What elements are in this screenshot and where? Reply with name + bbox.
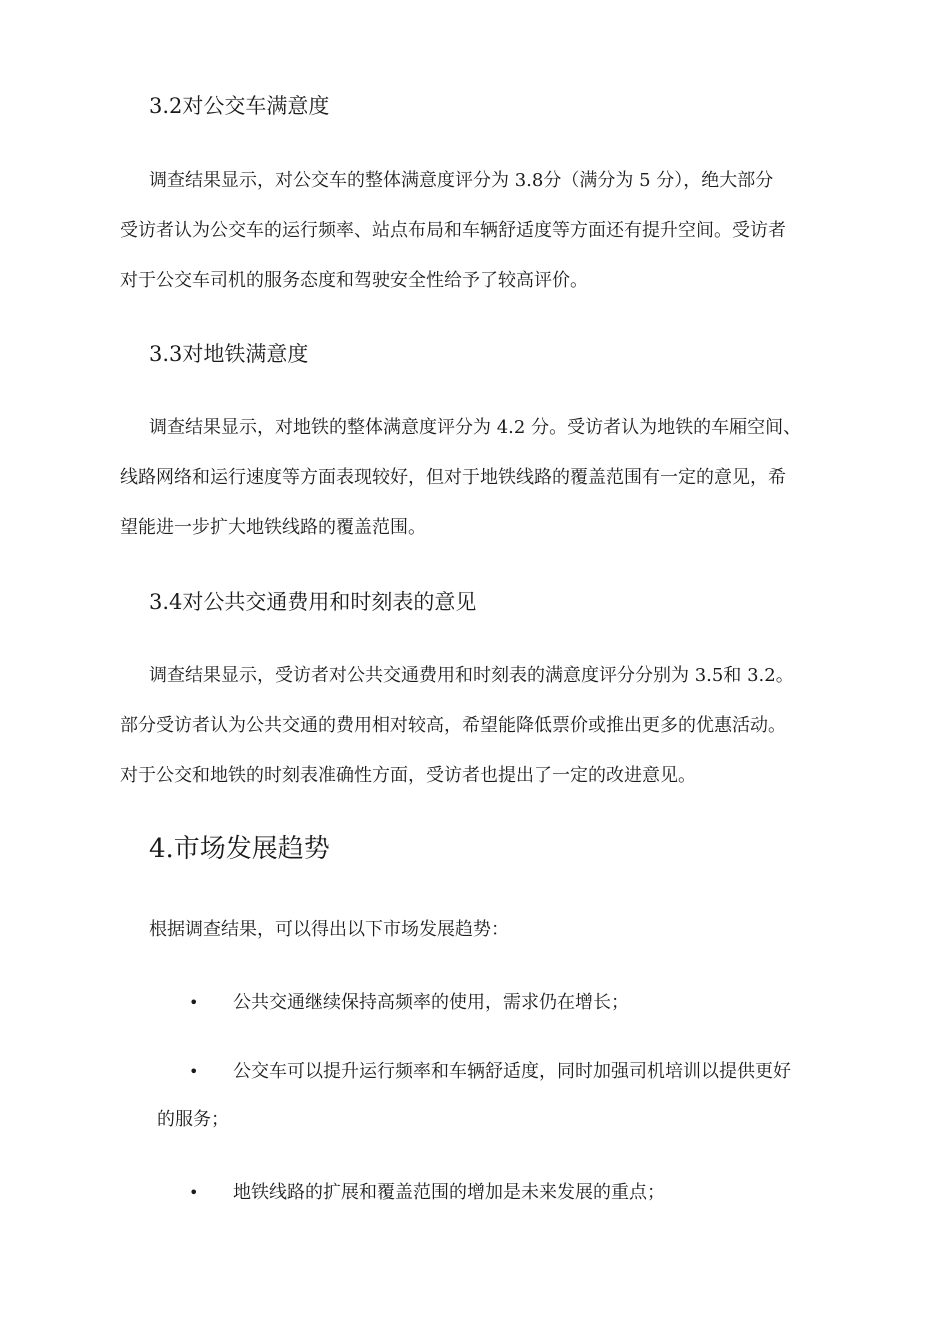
section-heading-3-4: 3.4对公共交通费用和时刻表的意见 bbox=[149, 590, 477, 614]
bullet-icon: • bbox=[189, 1183, 199, 1202]
paragraph-line: 对于公交车司机的服务态度和驾驶安全性给予了较高评价。 bbox=[120, 270, 588, 291]
paragraph-line: 部分受访者认为公共交通的费用相对较高，希望能降低票价或推出更多的优惠活动。 bbox=[120, 715, 786, 736]
paragraph-line: 望能进一步扩大地铁线路的覆盖范围。 bbox=[120, 517, 426, 538]
section-heading-4: 4.市场发展趋势 bbox=[149, 834, 330, 864]
paragraph-line: 调查结果显示，受访者对公共交通费用和时刻表的满意度评分分别为 3.5和 3.2。 bbox=[149, 665, 794, 686]
section-intro: 根据调查结果，可以得出以下市场发展趋势： bbox=[149, 919, 509, 940]
section-heading-3-2: 3.2对公交车满意度 bbox=[149, 94, 330, 118]
section-heading-3-3: 3.3对地铁满意度 bbox=[149, 342, 309, 366]
bullet-icon: • bbox=[189, 1062, 199, 1081]
bullet-icon: • bbox=[189, 993, 199, 1012]
paragraph-line: 调查结果显示，对地铁的整体满意度评分为 4.2 分。受访者认为地铁的车厢空间、 bbox=[149, 417, 802, 438]
list-item: 公共交通继续保持高频率的使用，需求仍在增长； bbox=[233, 992, 629, 1013]
paragraph-line: 调查结果显示，对公交车的整体满意度评分为 3.8分（满分为 5 分），绝大部分 bbox=[149, 170, 774, 191]
list-item: 公交车可以提升运行频率和车辆舒适度，同时加强司机培训以提供更好 bbox=[233, 1061, 791, 1082]
list-item-continuation: 的服务； bbox=[157, 1109, 229, 1130]
list-item: 地铁线路的扩展和覆盖范围的增加是未来发展的重点； bbox=[233, 1182, 665, 1203]
paragraph-line: 受访者认为公交车的运行频率、站点布局和车辆舒适度等方面还有提升空间。受访者 bbox=[120, 220, 786, 241]
paragraph-line: 对于公交和地铁的时刻表准确性方面，受访者也提出了一定的改进意见。 bbox=[120, 765, 696, 786]
paragraph-line: 线路网络和运行速度等方面表现较好，但对于地铁线路的覆盖范围有一定的意见，希 bbox=[120, 467, 786, 488]
